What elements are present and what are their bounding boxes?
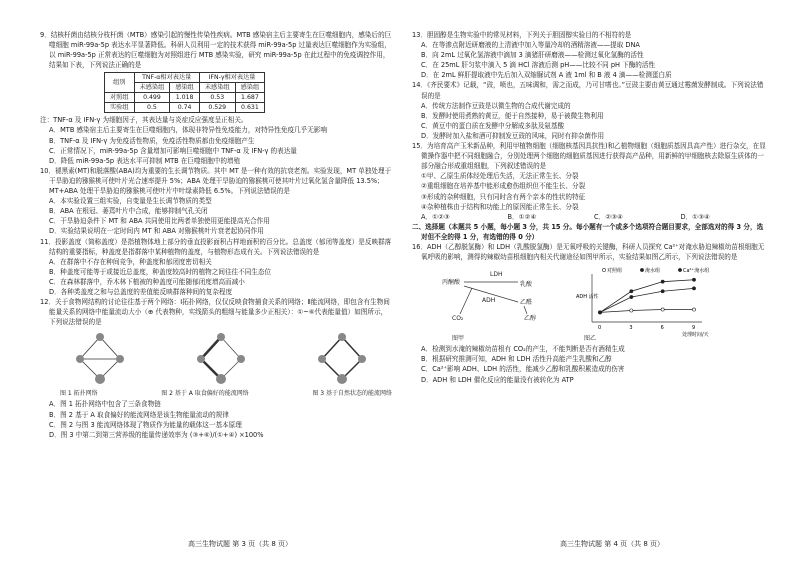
question-stem: 16．ADH（乙醇脱氢酶）和 LDH（乳酸脱氢酶）是无氧呼吸的关键酶，科研人员探究 Ca²⁺对淹水胁迫辣椒幼苗根细胞无氧呼吸的影响，测得的辣椒幼苗根细胞内相关代谢途径如图甲所示，实验结果如图乙所示，下列说法错误的是 xyxy=(412,242,765,262)
option-a[interactable]: A．传统方法制作豆豉是以微生物的合成代谢完成的 xyxy=(421,101,571,110)
question-stem: 11．投影盖度（简称盖度）是指植物体地上部分的垂直投影面积占样地面积的百分比。总盖度（郁闭等盖度）是反映群落结构的重要指标，种盖度是指群落中某种植物的盖度，与植物形态成有关。下列说法错误的是 xyxy=(40,237,392,256)
figure-caption: 图 2 基于 A 取食偏好的能流网络 xyxy=(161,390,249,398)
question-stem: 12．关于食物网结构的讨论往往基于两个网络：Ⅰ拓扑网络，仅仅反映食物捕食关系的网络；Ⅱ能流网络，即包含有生物间能量关系的网络中能量流动大小（⊕ 代表物种，实线箭头的粗细与能量多少正相关）：①~⑥代表能量值）如图所示，下列说法错误的是 xyxy=(40,298,390,327)
question-13 xyxy=(412,30,767,80)
series-line-1 xyxy=(600,289,694,313)
data-point xyxy=(692,308,695,311)
question-11 xyxy=(40,237,392,298)
legend-entry: 淹水组 xyxy=(645,268,661,275)
svg-text:ADH: ADH xyxy=(482,297,496,305)
option-d[interactable]: D．在 2mL 鲜肝提取液中先后加入双缩脲试剂 A 液 1ml 和 B 液 4 滴——检测蛋白质 xyxy=(421,71,672,80)
option-b[interactable]: B．TNF-α 及 IFN-γ 为免疫活性物质，免疫活性物质都由免疫细胞产生 xyxy=(49,136,255,145)
figure-captions xyxy=(412,334,767,344)
y-axis-label: ADH 活性 xyxy=(576,294,599,301)
figure-caption: 图乙 xyxy=(584,335,597,343)
data-point xyxy=(661,290,664,293)
option-c[interactable]: C．黄豆中的蛋白质在发酵中分解成多肽及氨基酸 xyxy=(421,121,565,130)
question-14 xyxy=(412,80,767,141)
legend-marker xyxy=(640,269,643,272)
table-subheader: 感染组 xyxy=(170,83,200,93)
question-15 xyxy=(412,141,767,222)
table-header: IFN-γ相对表达量 xyxy=(199,73,264,83)
svg-text:乳酸: 乳酸 xyxy=(520,281,533,289)
section-heading: 二、选择题（本题共 5 小题，每小题 3 分，共 15 分。每小题有一个或多个选项符合题目要求，全部选对的得 3 分，选对但不全的得 1 分，有选错的得 0 分） xyxy=(412,222,764,241)
energy-flow-network-natural xyxy=(302,329,382,387)
page-footer-right: 高三生物试题 第 4 页（共 8 页） xyxy=(560,540,665,548)
figure-caption: 图 3 基于自然状态的能流网络 xyxy=(312,390,392,398)
option-c[interactable]: C．②③④ xyxy=(594,212,623,221)
option-b[interactable]: B．根据研究推测可知，ADH 和 LDH 活性升高能产生乳酸和乙醇 xyxy=(421,355,612,364)
option-a[interactable]: A．MTB 感染宿主后主要寄生在巨噬细胞内，体现非特异性免疫能力，对特异性免疫几乎无影响 xyxy=(49,126,328,135)
option-b[interactable]: B．ABA 在根冠、萎蔫叶片中合成，能够抑制气孔关闭 xyxy=(49,207,208,216)
question-stem: 13．胆固醇是生物实验中的常见材料，下列关于胆固醇实验目的不相符的是 xyxy=(412,31,632,39)
data-point xyxy=(630,296,633,299)
table-row: 实验组 0.5 0.74 0.529 0.631 xyxy=(105,103,265,113)
table-subheader: 未感染组 xyxy=(199,83,235,93)
x-tick-label: 6 xyxy=(660,325,664,332)
table-row: 对照组 0.499 1.018 0.53 1.687 xyxy=(105,93,265,103)
question-12 xyxy=(40,297,392,440)
legend-entry: Ca²⁺淹水组 xyxy=(683,268,710,275)
series-line-2 xyxy=(600,280,694,313)
statement-1: ①甲、乙原生质体经处理后失活，无法正常生长、分裂 xyxy=(421,172,579,181)
option-d[interactable]: D．降低 miR-99a-5p 表达水平可抑制 MTB 在巨噬细胞中的增殖 xyxy=(49,156,241,165)
food-web-figures xyxy=(40,327,392,389)
figure-captions xyxy=(40,389,392,399)
data-point xyxy=(661,280,664,283)
table-subheader: 未感染组 xyxy=(134,83,170,93)
energy-flow-network-a xyxy=(181,329,261,387)
option-a[interactable]: A．图 1 拓扑网络中包含了三条食物链 xyxy=(49,400,161,409)
option-a[interactable]: A．在群落中不存在种间竞争，种盖度和郁闭度密切相关 xyxy=(49,257,212,266)
figure-caption: 图 1 拓扑网络 xyxy=(60,390,98,398)
option-a[interactable]: A．①②③ xyxy=(421,212,450,221)
x-tick-label: 3 xyxy=(629,325,633,332)
data-point xyxy=(630,309,633,312)
statement-4: ④杂种植株由于结构和功能上的原因能正常生长、分裂 xyxy=(421,202,579,211)
topology-network-figure xyxy=(60,329,140,387)
option-c[interactable]: C．图 2 与图 3 能流网络体现了物质作为能量的载体这一基本原理 xyxy=(49,420,242,429)
figure-caption: 图甲 xyxy=(452,335,465,343)
legend-marker xyxy=(678,269,681,272)
option-d[interactable]: D．各种类盖度之和与总盖度的差值能反映群落种间的复杂程度 xyxy=(49,287,233,296)
option-d[interactable]: D．ADH 和 LDH 催化反应的能量没有被转化为 ATP xyxy=(421,375,574,384)
question-stem: 14．《齐民要术》记载，“豉，喷也，五味调和，需之而成，乃可甘嗜也。”豆豉主要由黄豆通过霉菌发酵制成。下列说法错误的是 xyxy=(412,81,764,100)
question-stem: 10．褪黑素(MT)和脱落酸(ABA)均为重要的生长调节物质。其中 MT 是一种有效的抗衰老剂。实验发现，MT 单独处理于干旱胁迫的猕猴桃可使叶片光合速率提升 5%；ABA 处理干旱胁迫的猕猴桃可使其叶片过氧化氢含量降低 13.5%；MT+ABA 处理干旱胁迫的猕猴桃可使叶片中叶绿素降低 6.5%。下列说法错误的是 xyxy=(40,166,392,196)
svg-text:CO₂: CO₂ xyxy=(452,315,464,323)
option-d[interactable]: D．①③④ xyxy=(680,212,710,221)
series-line-0 xyxy=(600,310,694,313)
option-b[interactable]: B．①②④ xyxy=(507,212,537,221)
data-point xyxy=(661,308,664,311)
question-10 xyxy=(40,166,392,237)
option-a[interactable]: A．在等渗点附近研磨液的上清液中加入等量冷却的酒精溶液——提取 DNA xyxy=(421,41,640,50)
option-a[interactable]: A．本实验设置三组实验，自变量是生长调节物质的类型 xyxy=(49,197,212,206)
table-subheader: 感染组 xyxy=(235,83,265,93)
x-tick-label: 0 xyxy=(598,325,602,332)
legend-marker xyxy=(602,269,605,272)
left-column xyxy=(40,30,392,440)
question-16 xyxy=(412,242,767,385)
data-point xyxy=(630,290,633,293)
statement-3: ③形成的杂种细胞，只有同时含有两个亲本的性状的特征 xyxy=(421,192,586,201)
table-note: 注：TNF-α 及 IFN-γ 为细胞因子，其表达量与炎症反应强度呈正相关。 xyxy=(40,116,248,125)
option-b[interactable]: B．发酵时使用煮熟的黄豆，便于自然接种，易于被微生物利用 xyxy=(421,111,604,120)
option-d[interactable]: D．实验结果说明在一定时间内 MT 和 ABA 对猕猴桃叶片衰老起协同作用 xyxy=(49,227,264,236)
option-b[interactable]: B．向 2mL 过氧化氢溶液中滴加 3 滴猪肝研磨液——检测过氧化氢酶的活性 xyxy=(421,51,644,60)
question-stem: 15．为培育高产玉米新品种，利用甲植物细胞（细胞核基因具抗性)和乙植物细胞（细胞质基因具高产性）进行杂交，在显微操作器中把不同细胞融合，分别处理两个细胞的细胞质基因进行获得高产品种，用新鲜的甲细胞核去除原生质体的一部分融合形成重组细胞，下列叙述错误的是 xyxy=(412,142,766,171)
option-c[interactable]: C．干旱胁迫条件下 MT 和 ABA 共同使用比两者单独使用更能提高光合作用 xyxy=(49,217,270,226)
option-d[interactable]: D．图 3 中第二到第三营养级的能量传递效率为 (③+⑥)/(①+④) ×100% xyxy=(49,430,264,439)
table-header: TNF-α相对表达量 xyxy=(134,73,199,83)
option-c[interactable]: C．Ca²⁺影响 ADH、LDH 的活性，能减少乙醇和乳酸积累造成的伤害 xyxy=(421,365,625,374)
option-c[interactable]: C．在 25mL 肝匀浆中滴入 5 滴 HCl 溶液后测 pH——比较不同 pH 下酶的活性 xyxy=(421,61,656,70)
x-axis-label: 处理时间/天 xyxy=(682,332,709,339)
question-stem: 9．结核杆菌由结核分枝杆菌（MTB）感染引起的慢性传染性疾病。MTB 感染宿主后主要寄生在巨噬细胞内，感染后的巨噬细胞 miR-99a-5p 表达水平显著降低。科研人员利用一定的技术获得 miR-99a-5p 过量表达巨噬细胞作为实验组，以 miR-99a-5p 正常表达的巨噬细胞为对照组进行 MTB 感染实验，研究 miR-99a-5p 在此过程中的免疫调控作用，结果如下表，下列说法正确的是 xyxy=(40,31,392,70)
x-tick-label: 9 xyxy=(692,325,696,332)
svg-text:LDH: LDH xyxy=(490,271,503,279)
option-c[interactable]: C．正常情况下，miR-99a-5p 含量增加可影响巨噬细胞中 TNF-α 及 IFN-γ 的表达量 xyxy=(49,146,297,155)
right-column xyxy=(412,30,767,385)
option-c[interactable]: C．在森林群落中，乔木林下植被的种盖度可能随郁闭度增高而减小 xyxy=(49,277,245,286)
data-point xyxy=(692,278,695,281)
table-header: 组别 xyxy=(105,73,135,93)
svg-text:丙酮酸: 丙酮酸 xyxy=(442,279,461,287)
data-point xyxy=(598,311,601,314)
legend-entry: 对照组 xyxy=(607,268,623,275)
statement-2: ②重组细胞在培养基中能形成愈伤组织但不能生长、分裂 xyxy=(421,182,586,191)
option-b[interactable]: B．种盖度可能等于或接近总盖度，种盖度较高时的植物之间往往不同生态位 xyxy=(49,267,272,276)
data-table xyxy=(104,72,265,113)
svg-text:乙醇: 乙醇 xyxy=(524,315,537,323)
question-9 xyxy=(40,30,392,166)
option-d[interactable]: D．发酵时加入盐和酒可抑制发豆豉的风味，同时有抑杂菌作用 xyxy=(421,131,605,140)
data-point xyxy=(692,287,695,290)
option-a[interactable]: A．检测到水淹的辣椒幼苗根有 CO₂的产生，不能判断是否有酒精生成 xyxy=(421,345,625,354)
svg-text:乙醛: 乙醛 xyxy=(520,299,533,307)
adh-line-chart xyxy=(576,267,709,338)
option-b[interactable]: B．图 2 基于 A 取食偏好的能流网络是该生物能量流动的规律 xyxy=(49,410,229,419)
choice-row xyxy=(412,212,767,222)
page-footer-left: 高三生物试题 第 3 页（共 8 页） xyxy=(188,540,293,548)
